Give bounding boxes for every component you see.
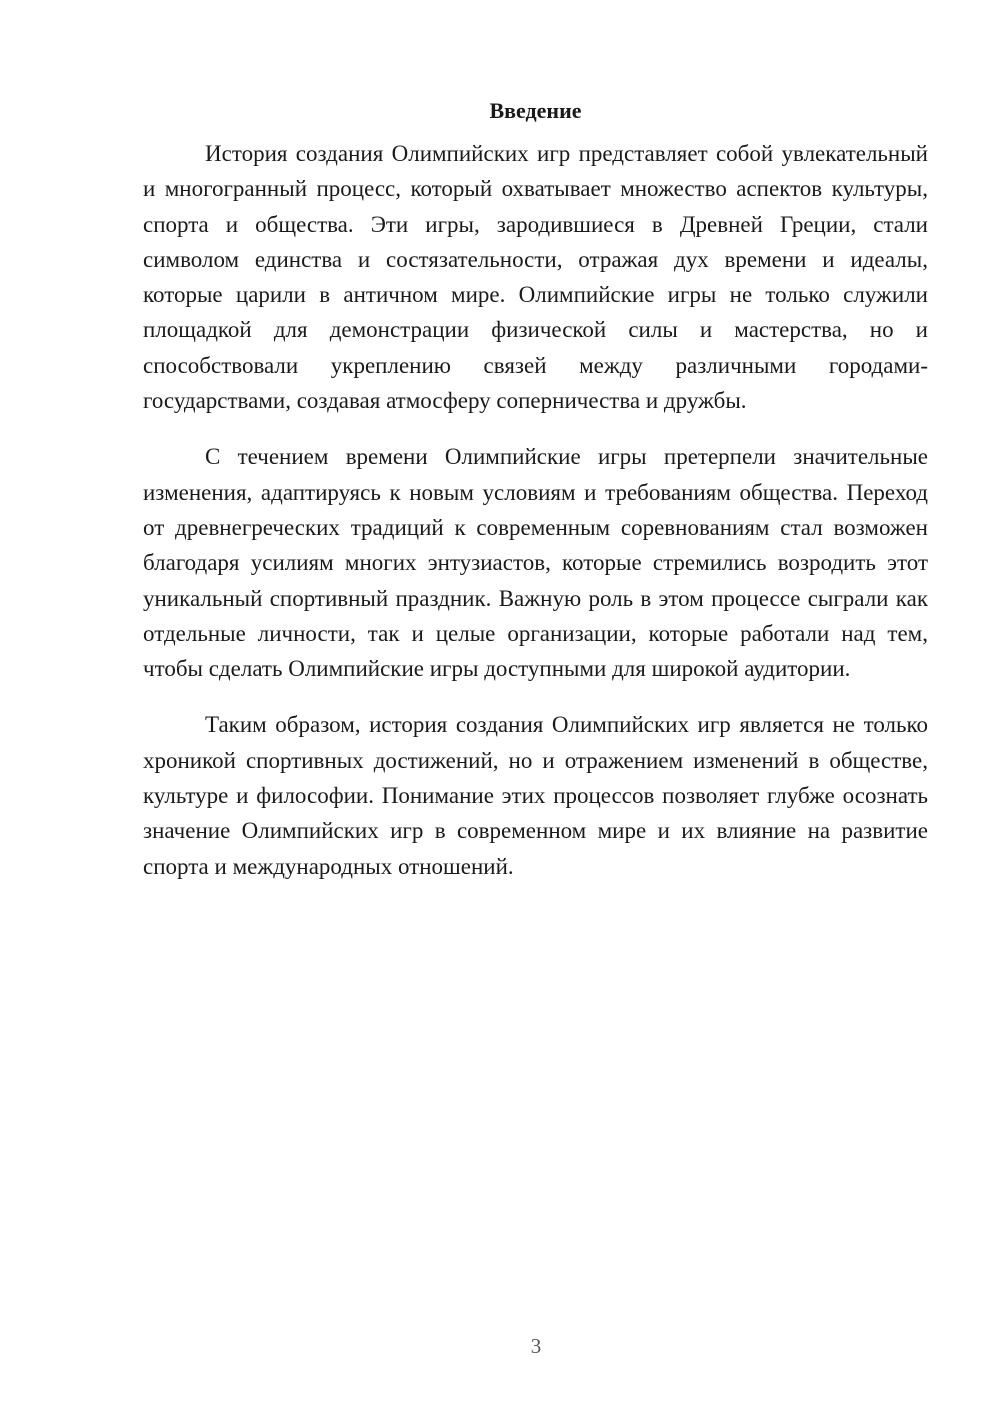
paragraph-3: Таким образом, история создания Олимпийских игр является не только хроникой спортивных достижений, но и отражением изменений в обществе, культуре и философии. Понимание этих процессов позволяет глубже осознать значение Олимпийских игр в современном мире и их влияние на развитие спорта и международных отношений. [143, 712, 928, 879]
paragraph-2: С течением времени Олимпийские игры претерпели значительные изменения, адаптируясь к новым условиям и требованиям общества. Переход от древнегреческих традиций к современным соревнованиям стал возможен благодаря усилиям многих энтузиастов, которые стремились возродить этот уникальный спортивный праздник. Важную роль в этом процессе сыграли как отдельные личности, так и целые организации, которые работали над тем, чтобы сделать Олимпийские игры доступными для широкой аудитории. [143, 444, 928, 682]
paragraph-1: История создания Олимпийских игр представляет собой увлекательный и многогранный процесс, который охватывает множество аспектов культуры, спорта и общества. Эти игры, зародившиеся в Древней Греции, стали символом единства и состязательности, отражая дух времени и идеалы, которые царили в античном мире. Олимпийские игры не только служили площадкой для демонстрации физической силы и мастерства, но и способствовали укреплению связей между различными городами-государствами, создавая атмосферу соперничества и дружбы. [143, 141, 928, 414]
section-heading: Введение [489, 98, 582, 123]
page-content [143, 96, 928, 905]
page-number: 3 [530, 1334, 542, 1358]
